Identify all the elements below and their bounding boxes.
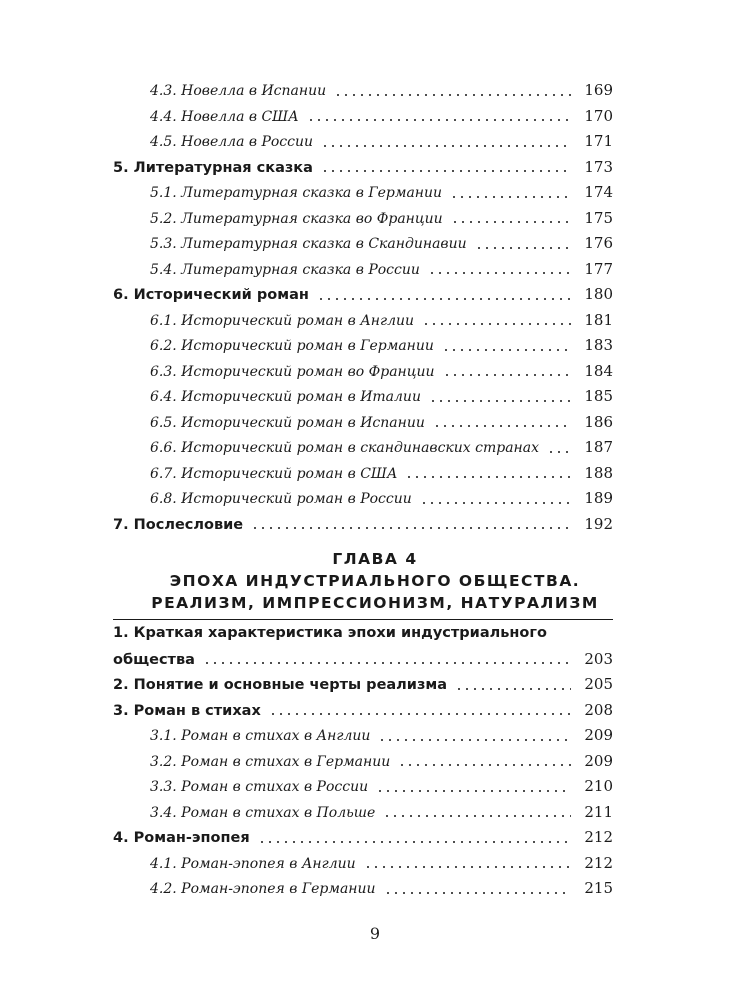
toc-subsection-entry[interactable] [113,333,613,359]
toc-entry-title: 2. Понятие и основные черты реализма [113,677,448,693]
toc-subsection-entry[interactable] [113,78,613,104]
toc-section-entry[interactable] [113,825,613,851]
toc-entry-page: 173 [584,157,613,176]
dot-leader [443,372,571,378]
toc-entry-title: 4.2. Роман-эпопея в Германии [150,881,376,897]
dot-leader [376,788,571,794]
toc-entry-page: 212 [584,853,613,872]
dot-leader [321,168,571,174]
toc-subsection-entry[interactable] [113,180,613,206]
toc-subsection-entry[interactable] [113,800,613,826]
toc-entry-title: 5.3. Литературная сказка в Скандинавии [150,236,467,252]
toc-entry-title: 7. Послесловие [113,516,244,533]
toc-section-entry[interactable] [113,672,613,698]
toc-subsection-entry[interactable] [113,723,613,749]
section-divider [113,619,613,620]
toc-entry-page: 187 [584,438,613,456]
dot-leader [420,500,571,506]
chapter-title-line-1: ЭПОХА ИНДУСТРИАЛЬНОГО ОБЩЕСТВА. [169,572,581,590]
toc-entry-title: 3.1. Роман в стихах в Англии [150,728,371,744]
dot-leader [334,92,571,98]
toc-entry-page: 205 [584,675,613,693]
toc-entry-title: 4.4. Новелла в США [150,108,299,125]
toc-entry-title: 6.6. Исторический роман в скандинавских странах [150,440,540,456]
toc-section-entry[interactable] [113,698,613,724]
chapter-title-line-2: РЕАЛИЗМ, ИМПРЕССИОНИЗМ, НАТУРАЛИЗМ [151,594,599,612]
dot-leader [378,737,571,743]
toc-entry-page: 186 [584,412,613,431]
toc-subsection-entry[interactable] [113,384,613,410]
toc-entry-page: 184 [584,361,613,380]
toc-subsection-entry[interactable] [113,359,613,385]
dot-leader [429,398,571,404]
toc-section-entry[interactable] [113,512,613,538]
dot-leader [398,762,571,768]
toc-entry-title: 5.2. Литературная сказка во Франции [150,210,443,227]
toc-entry-page: 203 [584,649,613,668]
dot-leader [321,143,571,149]
chapter-number: ГЛАВА 4 [332,550,418,568]
toc-entry-page: 209 [584,726,613,744]
page-number: 9 [369,924,381,943]
toc-entry-title: 6.7. Исторический роман в США [150,465,398,482]
toc-entry-title: 3.4. Роман в стихах в Польше [150,804,376,821]
toc-section-entry[interactable] [113,155,613,181]
toc-entry-title: 6.4. Исторический роман в Италии [150,389,421,405]
toc-entry-title: 4.3. Новелла в Испании [150,83,327,99]
dot-leader [442,347,571,353]
dot-leader [307,117,571,123]
dot-leader [433,423,571,429]
dot-leader [405,474,571,480]
toc-entry-page: 192 [584,514,613,533]
toc-subsection-entry[interactable] [113,206,613,232]
dot-leader [258,839,571,845]
toc-entry-title: 3. Роман в стихах [113,702,261,719]
dot-leader [383,813,571,819]
toc-subsection-entry[interactable] [113,851,613,877]
toc-entry-title: 4.1. Роман-эпопея в Англии [150,855,356,872]
toc-subsection-entry[interactable] [113,486,613,512]
toc-entry-title: 6.1. Исторический роман в Англии [150,312,415,329]
dot-leader [450,194,571,200]
toc-entry-title-line-2: общества [113,651,195,668]
toc-entry-title: 6.5. Исторический роман в Испании [150,414,425,431]
toc-subsection-entry[interactable] [113,104,613,130]
toc-subsection-entry[interactable] [113,461,613,487]
toc-entry-title: 4. Роман-эпопея [113,830,250,846]
dot-leader [475,245,571,251]
toc-entry-page: 211 [584,802,613,821]
toc-entry-page: 171 [584,132,613,150]
toc-entry-page: 209 [584,751,613,770]
table-of-contents-part-2 [113,621,613,902]
toc-entry-title: 4.5. Новелла в России [150,134,314,150]
toc-entry-page: 183 [584,336,613,354]
toc-entry-page: 212 [584,828,613,846]
dot-leader [428,270,571,276]
toc-entry-title: 6.2. Исторический роман в Германии [150,338,434,354]
toc-entry-page: 210 [584,777,613,795]
toc-entry-page: 188 [584,463,613,482]
toc-subsection-entry[interactable] [113,774,613,800]
toc-subsection-entry[interactable] [113,231,613,257]
toc-entry-title: 5.4. Литературная сказка в России [150,261,420,278]
dot-leader [384,890,571,896]
toc-entry-title: 3.3. Роман в стихах в России [150,779,369,795]
toc-entry-page: 174 [584,183,613,201]
dot-leader [317,296,571,302]
toc-entry-multiline[interactable] [113,621,613,672]
toc-subsection-entry[interactable] [113,257,613,283]
toc-entry-page: 185 [584,387,613,405]
table-of-contents-part-1 [113,78,613,537]
toc-subsection-entry[interactable] [113,876,613,902]
toc-entry-page: 170 [584,106,613,125]
toc-subsection-entry[interactable] [113,410,613,436]
toc-entry-title: 6.3. Исторический роман во Франции [150,363,435,380]
toc-entry-title: 5. Литературная сказка [113,159,313,176]
toc-entry-title: 6. Исторический роман [113,287,309,303]
toc-entry-page: 189 [584,489,613,507]
toc-entry-page: 169 [584,81,613,99]
toc-subsection-entry[interactable] [113,435,613,461]
toc-entry-title-line-1: 1. Краткая характеристика эпохи индустриального [113,625,547,641]
toc-subsection-entry[interactable] [113,129,613,155]
toc-entry-page: 176 [584,234,613,252]
toc-entry-title: 5.1. Литературная сказка в Германии [150,185,443,201]
toc-section-entry[interactable] [113,282,613,308]
dot-leader [451,219,571,225]
dot-leader [269,711,571,717]
dot-leader [455,686,571,692]
toc-entry-page: 180 [584,285,613,303]
toc-entry-title: 3.2. Роман в стихах в Германии [150,753,391,770]
dot-leader [547,449,571,455]
toc-subsection-entry[interactable] [113,749,613,775]
dot-leader [251,525,571,531]
toc-entry-page: 208 [584,700,613,719]
toc-entry-page: 181 [584,310,613,329]
toc-entry-page: 175 [584,208,613,227]
chapter-heading [0,548,750,614]
dot-leader [203,660,571,666]
toc-entry-page: 177 [584,259,613,278]
toc-entry-second-line [113,647,613,673]
dot-leader [364,864,571,870]
toc-entry-page: 215 [584,879,613,897]
dot-leader [422,321,571,327]
toc-entry-title: 6.8. Исторический роман в России [150,491,412,507]
toc-subsection-entry[interactable] [113,308,613,334]
